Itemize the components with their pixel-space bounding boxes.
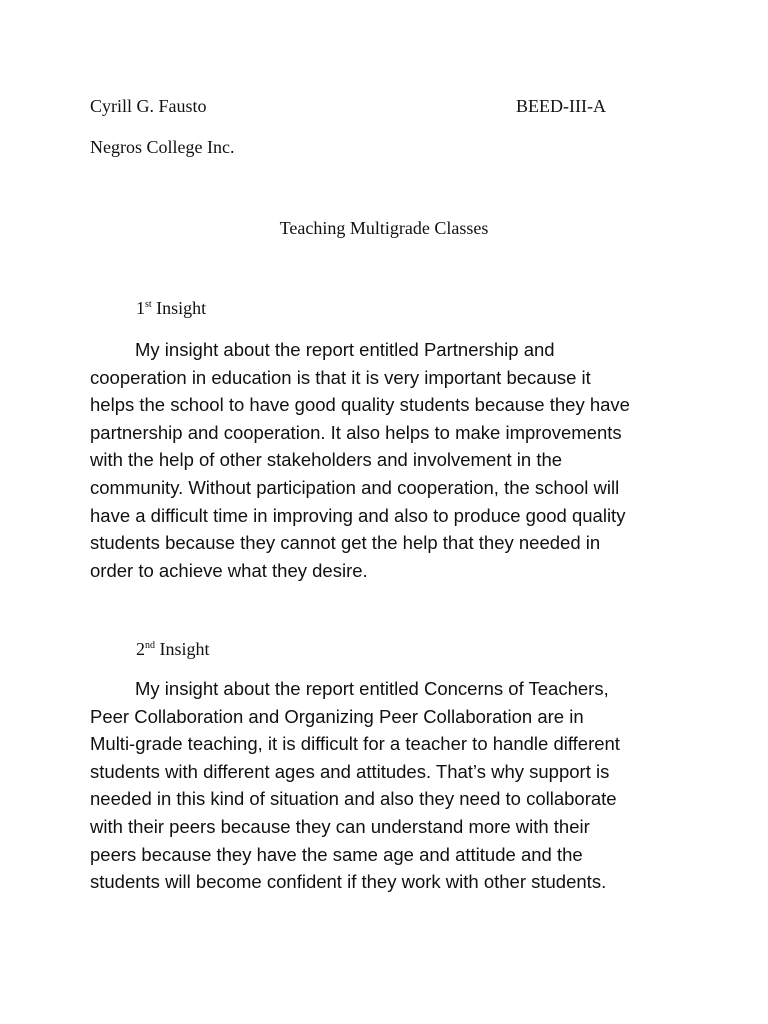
paragraph-line: with their peers because they can understand more with their (90, 815, 590, 837)
paragraph-line: peers because they have the same age and attitude and the (90, 843, 583, 865)
paragraph-line: Multi-grade teaching, it is difficult for a teacher to handle different (90, 733, 620, 755)
insight-1-paragraph (90, 336, 690, 584)
class-section: BEED-III-A (516, 96, 606, 116)
paragraph-line: students will become confident if they work with other students. (90, 871, 607, 893)
paragraph-line: cooperation in education is that it is very important because it (90, 366, 591, 388)
insight-2-heading-label: Insight (159, 639, 210, 659)
paragraph-line: community. Without participation and cooperation, the school will (90, 476, 620, 498)
paragraph-line: have a difficult time in improving and also to produce good quality (90, 504, 626, 526)
paragraph-line: students with different ages and attitudes. That’s why support is (90, 760, 610, 782)
insight-2-paragraph (90, 675, 690, 896)
document-title: Teaching Multigrade Classes (279, 218, 489, 238)
paragraph-line: Peer Collaboration and Organizing Peer Collaboration are in (90, 705, 584, 727)
insight-1-heading (136, 297, 206, 319)
school-name: Negros College Inc. (90, 137, 235, 157)
insight-2-ordinal: nd (145, 640, 155, 651)
paragraph-line: order to achieve what they desire. (90, 559, 368, 581)
paragraph-line: students because they cannot get the help that they needed in (90, 532, 601, 554)
author-name: Cyrill G. Fausto (90, 96, 207, 116)
insight-2-number: 2 (136, 639, 145, 659)
paragraph-line: helps the school to have good quality students because they have (90, 394, 630, 416)
paragraph-line: My insight about the report entitled Concerns of Teachers, (135, 678, 609, 699)
insight-1-number: 1 (136, 298, 145, 318)
insight-1-heading-label: Insight (156, 298, 207, 318)
paragraph-line: partnership and cooperation. It also helps to make improvements (90, 421, 622, 443)
paragraph-line: with the help of other stakeholders and involvement in the (90, 449, 563, 471)
insight-2-heading (136, 638, 210, 660)
paragraph-line: My insight about the report entitled Partnership and (135, 339, 555, 360)
paragraph-line: needed in this kind of situation and also they need to collaborate (90, 788, 617, 810)
insight-1-ordinal: st (145, 299, 152, 310)
